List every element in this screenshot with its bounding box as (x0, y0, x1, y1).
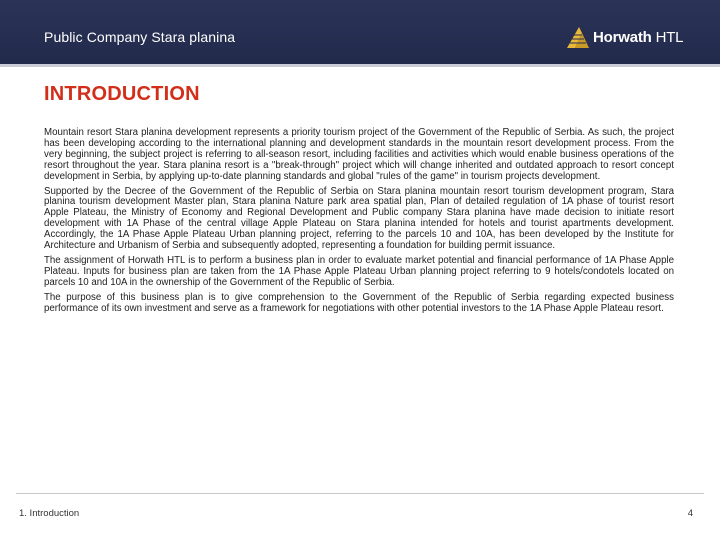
horwath-mountain-icon (566, 25, 590, 49)
logo-text (593, 29, 683, 46)
page-number: 4 (687, 508, 693, 519)
logo-text-suffix: HTL (655, 28, 684, 46)
paragraph: The purpose of this business plan is to give comprehension to the Government of the Republic of Serbia regarding expected business performance of its own investment and serve as a framework for negotiations with other potential investors to the 1A Phase Apple Plateau resort. (44, 291, 674, 314)
logo-text-main: Horwath (593, 28, 652, 46)
horwath-logo (566, 22, 683, 52)
body-text (44, 128, 674, 319)
page-heading: INTRODUCTION (44, 83, 200, 105)
document-title: Public Company Stara planina (44, 29, 236, 45)
footer-divider (16, 493, 704, 494)
paragraph: The assignment of Horwath HTL is to perform a business plan in order to evaluate market potential and financial performance of 1A Phase Apple Plateau. Inputs for business plan are taken from the 1A Phase Apple Plateau Urban planning project referring to 9 hotels/condotels located on parcels 10 and 10A in the ownership of the Government of the Republic of Serbia. (44, 254, 674, 288)
header-bar (0, 0, 720, 67)
paragraph: Mountain resort Stara planina development represents a priority tourism project of the Government of the Republic of Serbia. As such, the project has been developing according to the international planning and development standards in the mountain resort development process. From the very beginning, the subject project is referring to all-season resort, including facilities and activities which would enable business operations of the resort throughout the year. Stara planina resort is a "break-through" project which will change inherited and outdated approach to resort concept development in Serbia, by applying up-to-date planning standards and global "rules of the game" in tourism projects development. (44, 127, 674, 182)
paragraph: Supported by the Decree of the Government of the Republic of Serbia on Stara planina mountain resort tourism development program, Stara planina tourism development Master plan, Stara planina Nature park area spatial plan, Plan of detailed regulation of 1A phase of tourist resort Apple Plateau, the Ministry of Economy and Regional Development and Public company Stara planina have made decision to initiate resort development with 1A Phase of the central village Apple Plateau on Stara planina intended for hotels and tourist apartments development. Accordingly, the 1A Phase Apple Plateau Urban planning project, referring to the parcels 10 and 10A, has been developed by the Institute for Architecture and Urbanism of Serbia and subsequently adopted, representing a foundation for building permit issuance. (44, 185, 674, 252)
footer-section-label: 1. Introduction (19, 508, 80, 519)
